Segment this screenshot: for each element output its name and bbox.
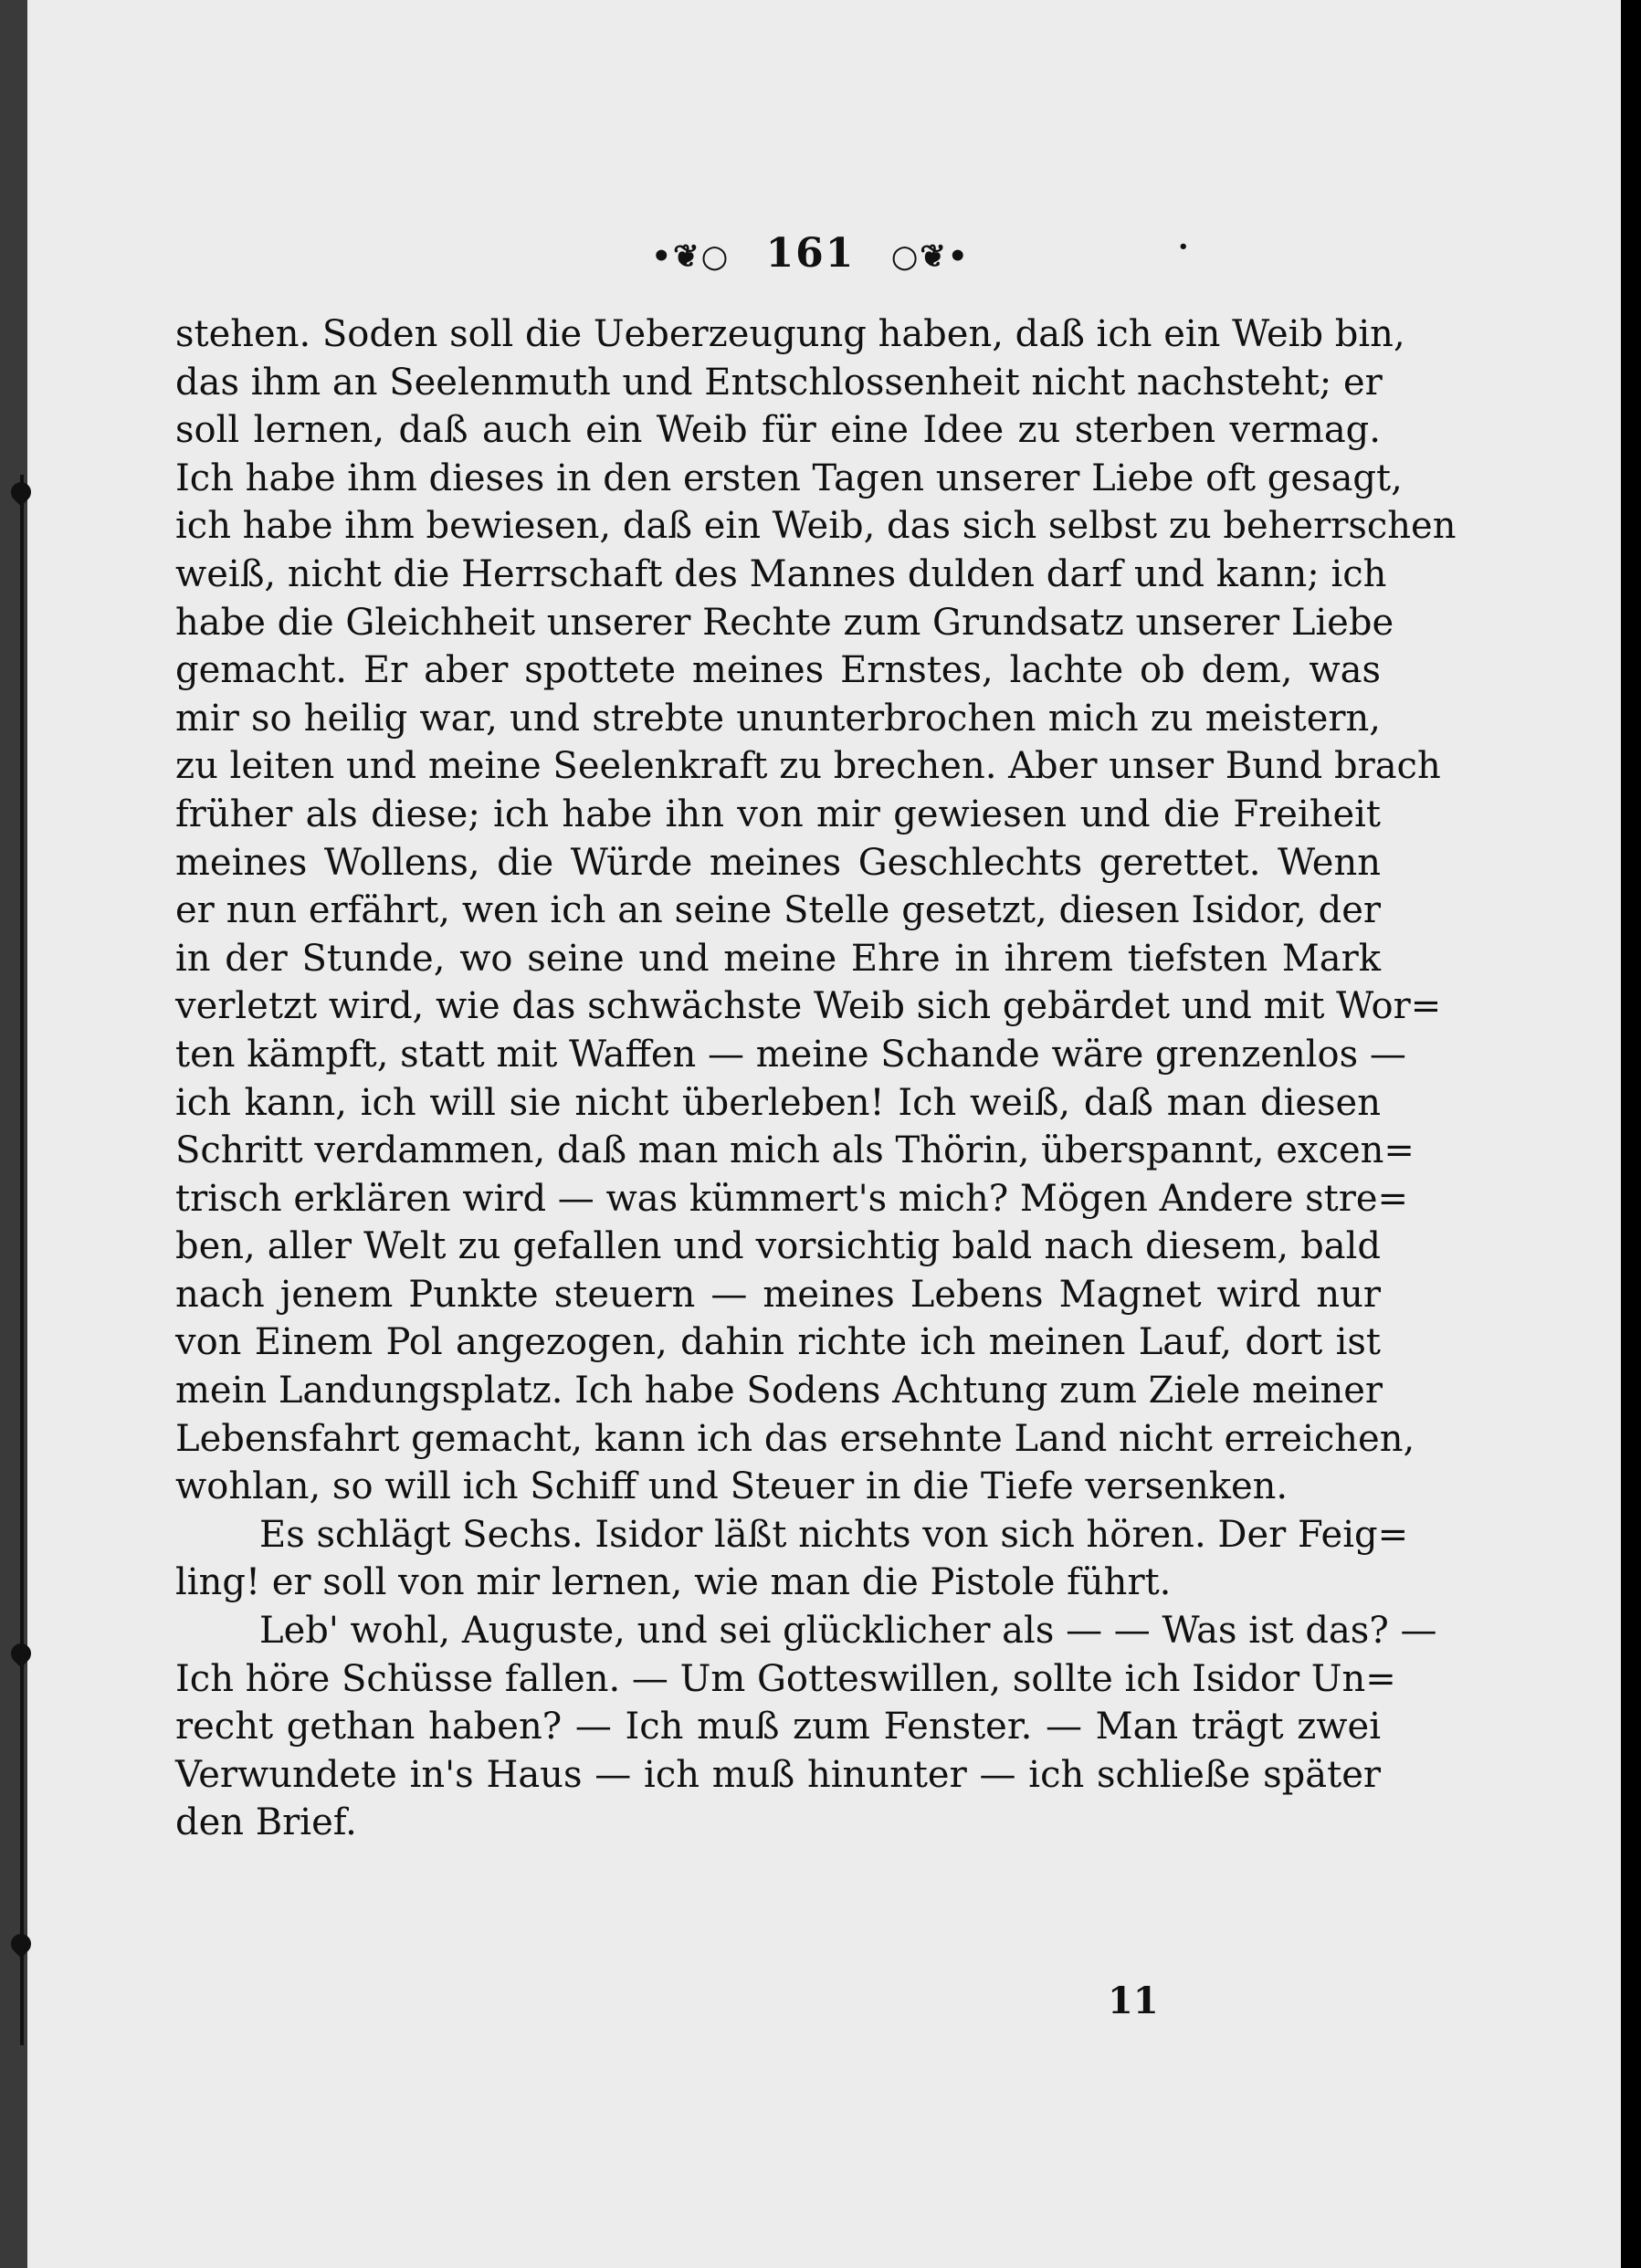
text-line: ich habe ihm bewiesen, daß ein Weib, das sich selbst zu beherrschen (175, 505, 1457, 548)
text-line: weiß, nicht die Herrschaft des Mannes dulden darf und kann; ich (175, 552, 1387, 595)
text-line: mir so heilig war, und strebte ununterbrochen mich zu meistern, (175, 697, 1381, 740)
text-line: früher als diese; ich habe ihn von mir gewiesen und die Freiheit (175, 793, 1381, 835)
text-line: Lebensfahrt gemacht, kann ich das ersehnte Land nicht erreichen, (175, 1417, 1415, 1460)
text-line: habe die Gleichheit unserer Rechte zum Grundsatz unserer Liebe (175, 601, 1394, 644)
running-header (0, 230, 1621, 277)
text-line: zu leiten und meine Seelenkraft zu brechen. Aber unser Bund brach (175, 745, 1441, 788)
text-line: Schritt verdammen, daß man mich als Thörin, überspannt, excen= (175, 1129, 1415, 1172)
text-line: Verwundete in's Haus — ich muß hinunter — ich schließe später (175, 1753, 1381, 1796)
text-line: ich kann, ich will sie nicht überleben! Ich weiß, daß man diesen (175, 1081, 1381, 1124)
text-line: verletzt wird, wie das schwächste Weib sich gebärdet und mit Wor= (175, 985, 1442, 1028)
text-line: meines Wollens, die Würde meines Geschlechts gerettet. Wenn (175, 841, 1381, 884)
stray-mark: • (1178, 237, 1191, 257)
text-line: trisch erklären wird — was kümmert's mich? Mögen Andere stre= (175, 1177, 1408, 1220)
text-line: soll lernen, daß auch ein Weib für eine Idee zu sterben vermag. (175, 409, 1381, 452)
signature-mark: 11 (1108, 1979, 1159, 2022)
text-line: recht gethan haben? — Ich muß zum Fenster. — Man trägt zwei (175, 1706, 1381, 1748)
text-line: er nun erfährt, wen ich an seine Stelle gesetzt, diesen Isidor, der (175, 889, 1381, 932)
text-line: in der Stunde, wo seine und meine Ehre in ihrem tiefsten Mark (175, 937, 1381, 980)
text-line: ten kämpft, statt mit Waffen — meine Schande wäre grenzenlos — (175, 1033, 1406, 1076)
text-line: Ich habe ihm dieses in den ersten Tagen unserer Liebe oft gesagt, (175, 457, 1403, 499)
text-line: gemacht. Er aber spottete meines Ernstes, lachte ob dem, was (175, 649, 1381, 692)
text-line: von Einem Pol angezogen, dahin richte ich meinen Lauf, dort ist (175, 1321, 1381, 1364)
text-line: ling! er soll von mir lernen, wie man die Pistole führt. (175, 1561, 1172, 1604)
text-line: mein Landungsplatz. Ich habe Sodens Achtung zum Ziele meiner (175, 1370, 1383, 1412)
text-line: Ich höre Schüsse fallen. — Um Gotteswillen, sollte ich Isidor Un= (175, 1657, 1396, 1700)
text-line: den Brief. (175, 1801, 357, 1844)
binding-line (20, 475, 24, 2045)
text-line: das ihm an Seelenmuth und Entschlossenheit nicht nachsteht; er (175, 361, 1383, 404)
body-text (175, 310, 1457, 1847)
text-line: wohlan, so will ich Schiff und Steuer in die Tiefe versenken. (175, 1465, 1289, 1508)
text-line: nach jenem Punkte steuern — meines Lebens Magnet wird nur (175, 1273, 1381, 1316)
page-number: 161 (765, 230, 856, 277)
text-line: ben, aller Welt zu gefallen und vorsichtig bald nach diesem, bald (175, 1225, 1381, 1268)
right-ornament-icon: ○❦• (890, 237, 970, 275)
text-line: Es schlägt Sechs. Isidor läßt nichts von sich hören. Der Feig= (259, 1513, 1409, 1556)
text-line: stehen. Soden soll die Ueberzeugung haben, daß ich ein Weib bin, (175, 313, 1405, 355)
left-ornament-icon: •❦○ (651, 237, 731, 275)
text-line: Leb' wohl, Auguste, und sei glücklicher als — — Was ist das? — (259, 1610, 1437, 1653)
